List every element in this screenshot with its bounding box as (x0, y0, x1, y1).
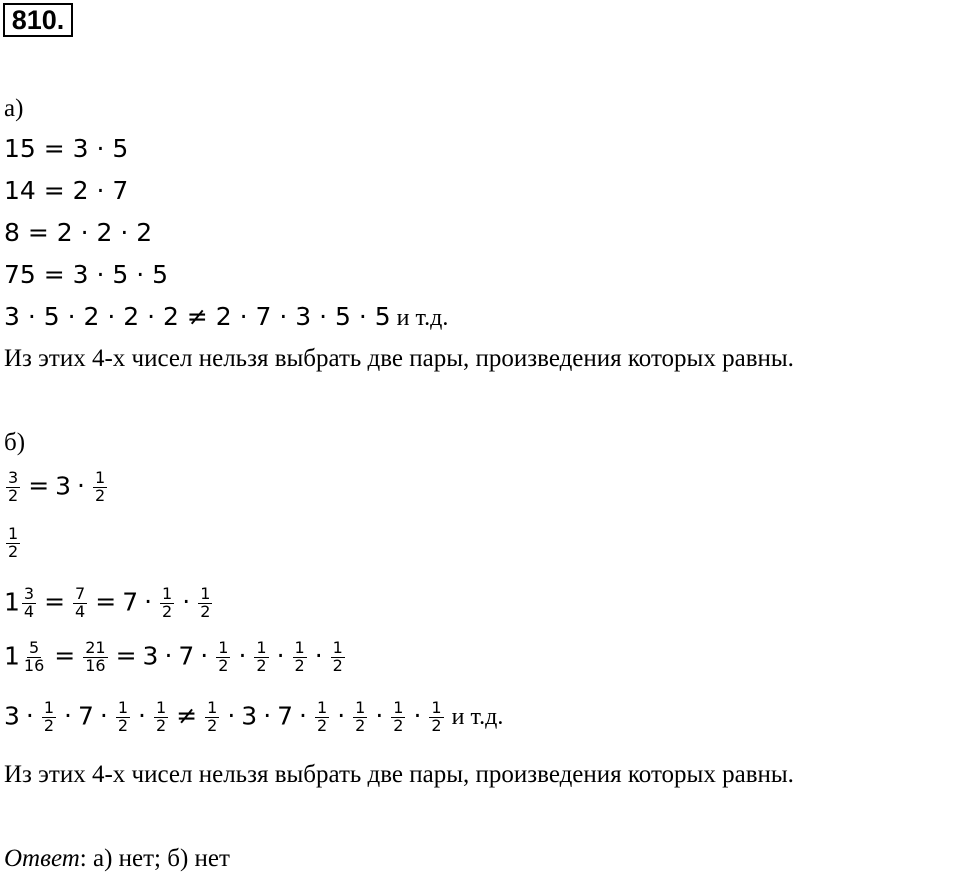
comparison-a (4, 304, 448, 330)
comparison-b: 3 · $\frac{1}{2}$ · 7 · $\frac{1}{2}$ · $\frac{1}{2}$ ≠ $\frac{1}{2}$ · 3 · 7 · $\frac{1}{2}$ · $\frac{1}{2}$ · $\frac{1}{2}$ · $\frac{1}{2}$ и т.д. (4, 698, 504, 735)
conclusion-b: Из этих 4-х чисел нельзя выбрать две пары, произведения которых равны. (4, 761, 794, 788)
equation-1-2: $\frac{1}{2}$ (8, 524, 19, 561)
equation-1-3-4: 1 $\frac{3}{4}$ = $\frac{7}{4}$ = 7 · $\frac{1}{2}$ · $\frac{1}{2}$ (4, 584, 211, 621)
problem-number: 810. (3, 3, 73, 37)
answer-text: : а) нет; б) нет (79, 845, 230, 872)
part-a-label: а) (4, 95, 24, 122)
etc-b: и т.д. (451, 704, 504, 731)
conclusion-a: Из этих 4-х чисел нельзя выбрать две пары, произведения которых равны. (4, 345, 794, 372)
equation-8: 8 = 2 · 2 · 2 (4, 218, 153, 247)
equation-1-5-16: 1 $\frac{5}{16}$ = $\frac{21}{16}$ = 3 · 7 · $\frac{1}{2}$ · $\frac{1}{2}$ · $\frac{1}{2}$ · $\frac{1}{2}$ (4, 638, 343, 675)
comparison-a-expression: 3 · 5 · 2 · 2 · 2 ≠ 2 · 7 · 3 · 5 · 5 (4, 302, 391, 331)
equation-75: 75 = 3 · 5 · 5 (4, 260, 169, 289)
etc-a: и т.д. (396, 305, 449, 331)
equation-15: 15 = 3 · 5 (4, 134, 129, 163)
equation-14: 14 = 2 · 7 (4, 176, 129, 205)
answer-label: Ответ (4, 845, 80, 872)
answer-line (4, 846, 230, 871)
part-b-label: б) (4, 429, 26, 456)
equation-3-2: $\frac{3}{2}$ = 3 · $\frac{1}{2}$ (8, 468, 106, 505)
